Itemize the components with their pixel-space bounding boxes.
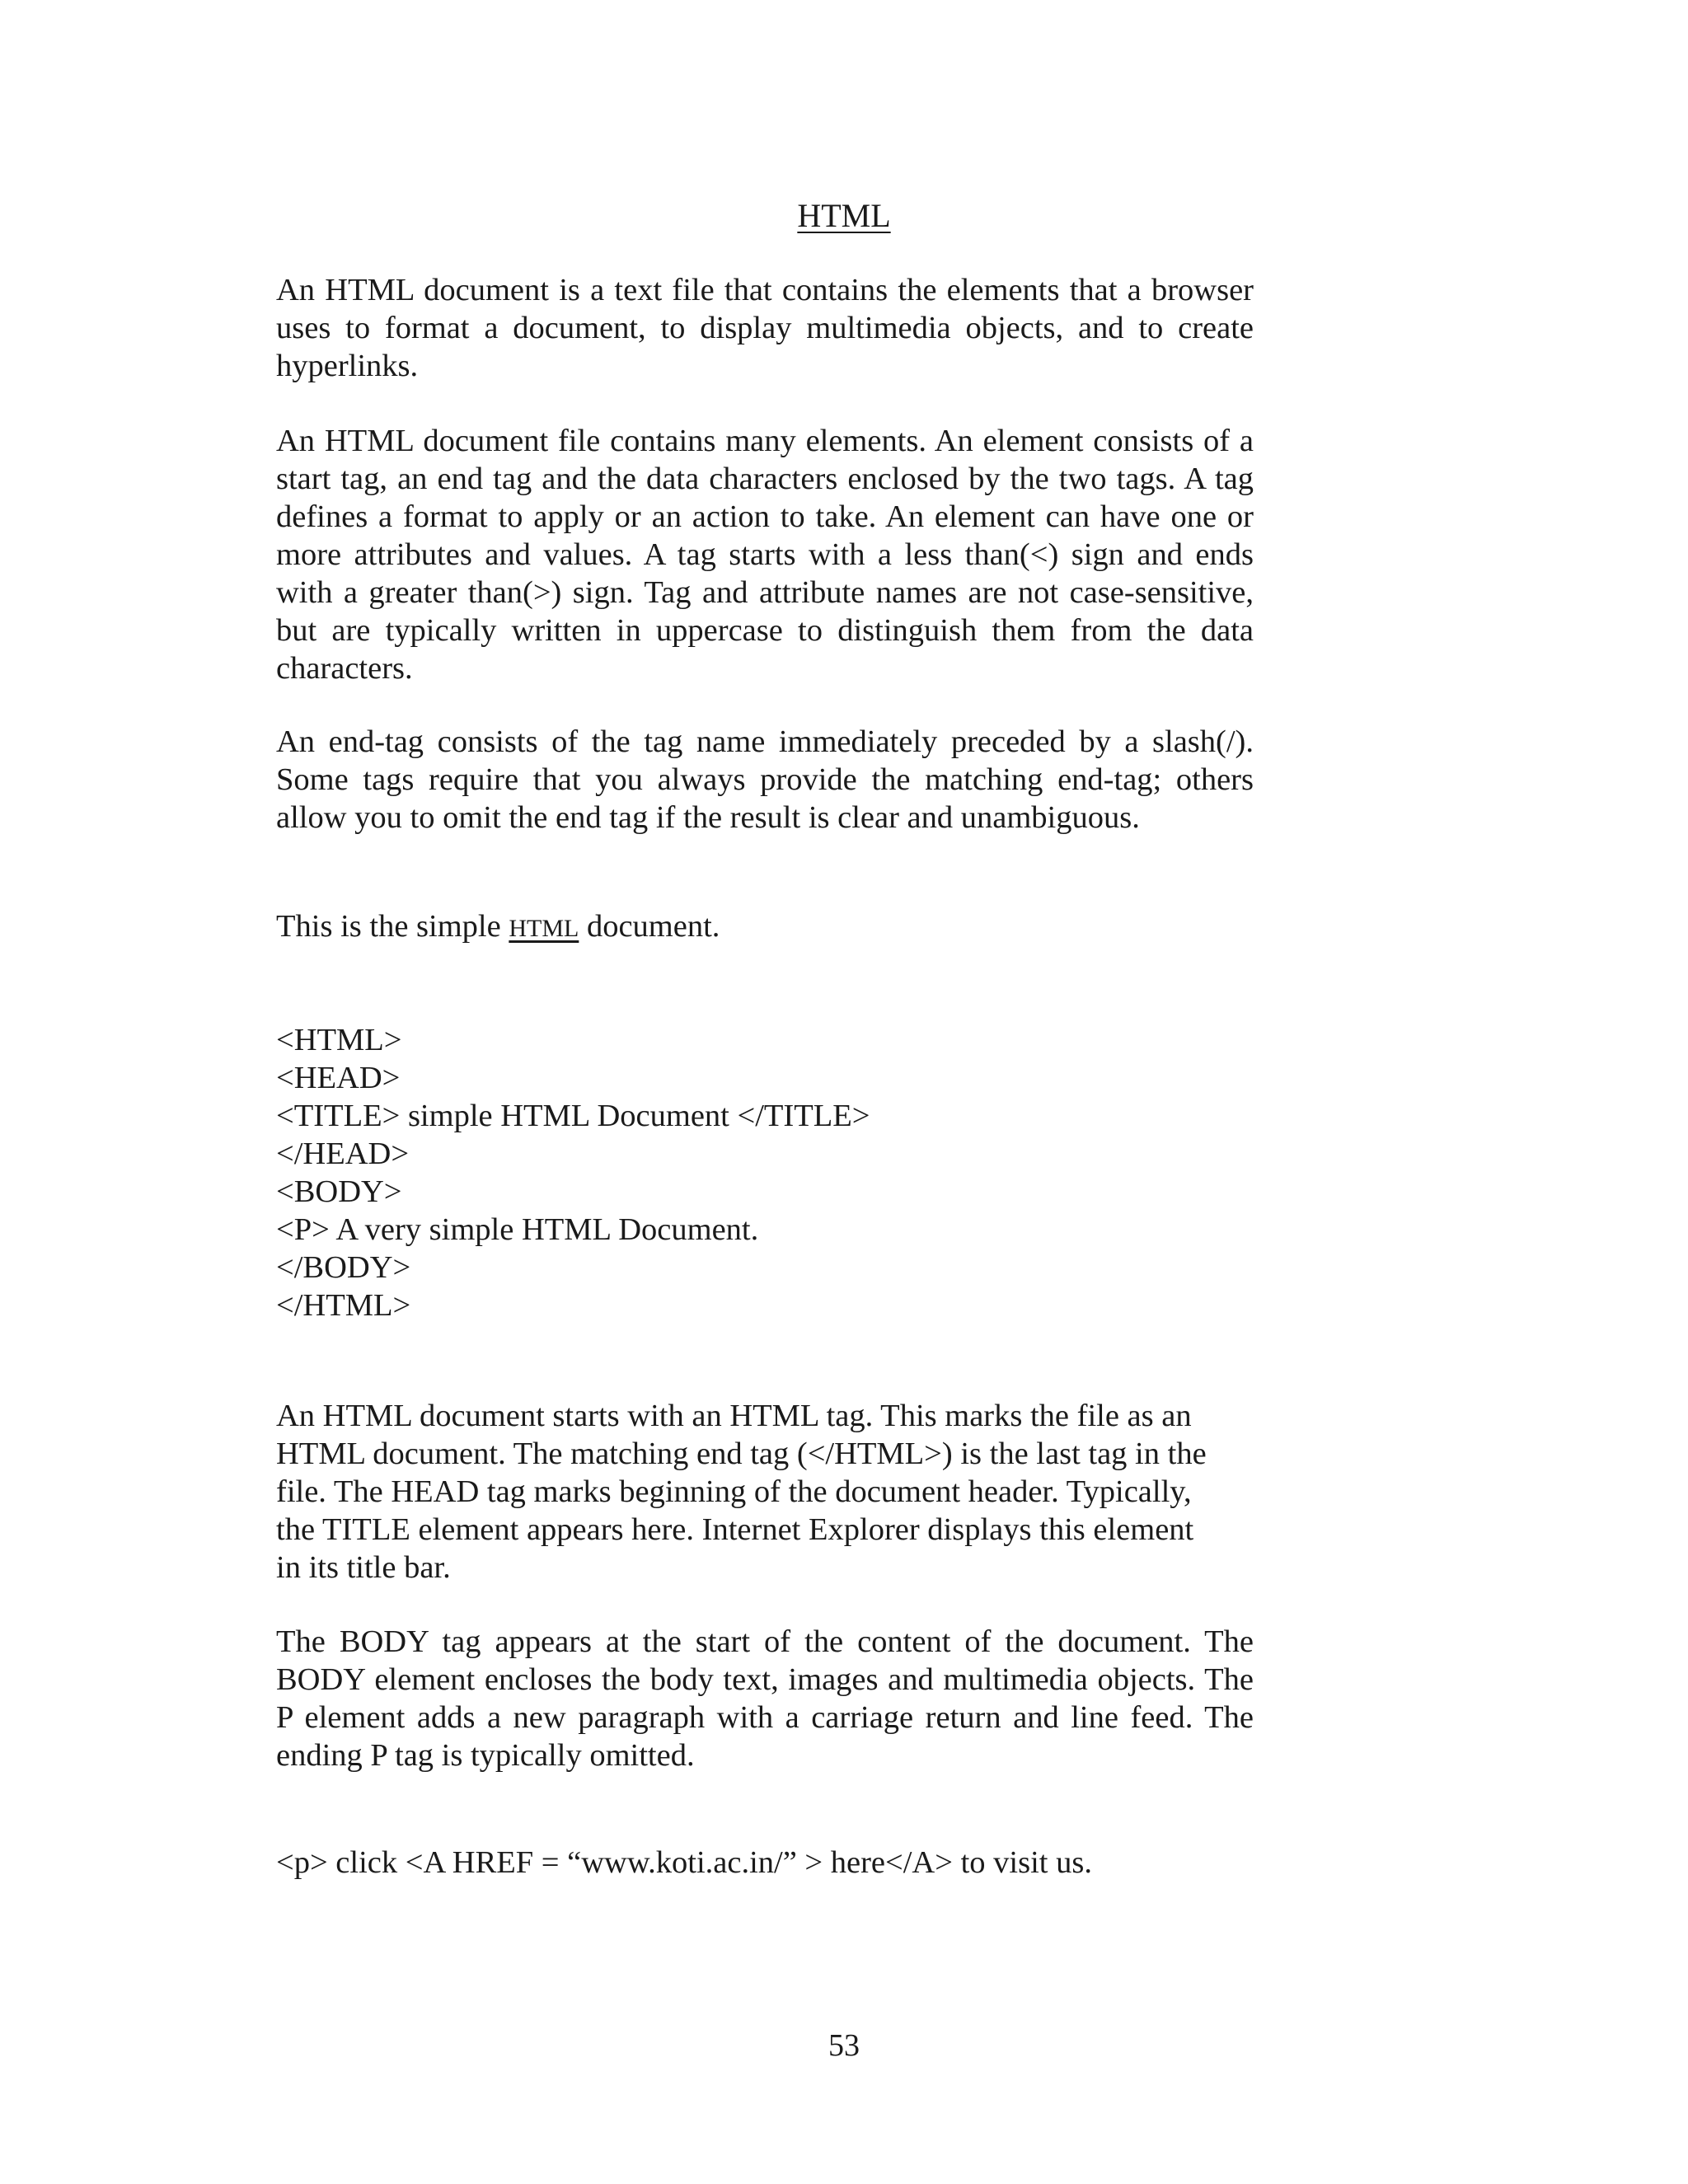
code-line: <HEAD> xyxy=(276,1061,401,1095)
paragraph-elements: An HTML document file contains many elements. An element consists of a start tag, an end tag and the data characters enclosed by the two tags. A tag defines a format to apply or an action to take. An element can have one or more attributes and values. A tag starts with a less than(<) sign and ends with a greater than(>) sign. Tag and attribute names are not case-sensitive, but are typically written in uppercase to distinguish them from the data characters. xyxy=(276,424,1254,686)
code-line: <TITLE> simple HTML Document </TITLE> xyxy=(276,1099,870,1133)
anchor-example: <p> click <A HREF = “www.koti.ac.in/” > here</A> to visit us. xyxy=(276,1845,1092,1880)
page-number: 53 xyxy=(828,2028,860,2063)
paragraph-intro: An HTML document is a text file that contains the elements that a browser uses to format a document, to display multimedia objects, and to create hyperlinks. xyxy=(276,273,1254,383)
simple-intro-before: This is the simple xyxy=(276,909,509,944)
text-line: HTML document. The matching end tag (</HTML>) is the last tag in the xyxy=(276,1436,1207,1471)
text-line: An HTML document starts with an HTML tag. This marks the file as an xyxy=(276,1399,1192,1433)
paragraph-html-structure xyxy=(276,1397,1254,1586)
simple-intro-after: document. xyxy=(579,909,720,944)
simple-document-intro xyxy=(276,907,1254,948)
code-line: <HTML> xyxy=(276,1023,402,1057)
code-line: <BODY> xyxy=(276,1174,402,1209)
text-line: the TITLE element appears here. Internet Explorer displays this element xyxy=(276,1512,1194,1547)
text-line: in its title bar. xyxy=(276,1550,451,1585)
paragraph-end-tag: An end-tag consists of the tag name immediately preceded by a slash(/). Some tags require that you always provide the matching end-tag; others allow you to omit the end tag if the result is clear and unambiguous. xyxy=(276,724,1254,835)
code-line: </BODY> xyxy=(276,1250,411,1285)
paragraph-body-tag: The BODY tag appears at the start of the content of the document. The BODY element encloses the body text, images and multimedia objects. The P element adds a new paragraph with a carriage return and line feed. The ending P tag is typically omitted. xyxy=(276,1624,1254,1773)
code-example xyxy=(276,1021,1254,1324)
text-line: file. The HEAD tag marks beginning of the document header. Typically, xyxy=(276,1474,1192,1509)
code-line: </HTML> xyxy=(276,1288,411,1323)
code-line: <P> A very simple HTML Document. xyxy=(276,1212,759,1247)
page-title: HTML xyxy=(797,197,891,234)
simple-intro-html: HTML xyxy=(509,915,579,942)
code-line: </HEAD> xyxy=(276,1137,410,1171)
